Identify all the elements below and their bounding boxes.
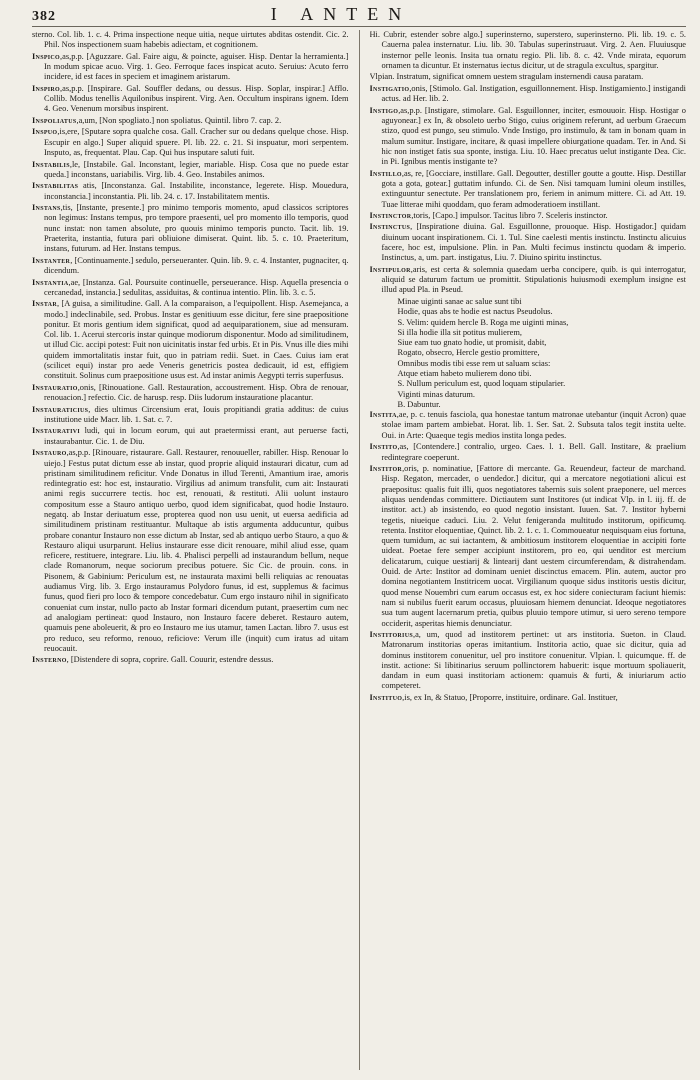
entry-headword: Instans (32, 203, 61, 213)
entry-headword: Instigo (369, 105, 399, 115)
entry-text: ,le, [Instabile. Gal. Inconstant, legier, mariable. Hisp. Cosa que no puede estar queda.] inconstans, uariabilis. Virg. lib. 4. Geo. Instabiles animos. (44, 159, 349, 179)
entry-text: S. Nullum periculum est, quod loquam stipularier. (397, 379, 566, 389)
dictionary-entry (370, 464, 687, 629)
entry-headword: Instito (369, 442, 398, 452)
entry-text: , dies ultimus Circensium erat, Iouis propitiandi gratia additus: de cuius institutione uide Macr. lib. 1. Sat. c. 7. (44, 404, 349, 424)
dictionary-entry (32, 52, 349, 83)
verse-line (370, 338, 687, 348)
entry-headword: Instipulor (369, 264, 411, 274)
entry-text: Hi. Cubrir, estender sobre algo.] superinsterno, superstero, superinsterno. Pli. lib. 19. c. 5. Cauerna palea insternatur. Liu. lib. 30. Tabulas superinstruaut. Virg. 2. Aen. Fluuiusque insternor pelle leonis. Insita tua ornatu regio. Pli. lib. 8. c. 42. Vnde mirata, equorum ornamen ta dicuntur. Et insternatus iectus dicitur, ut de stragula excultus, spargitur. (369, 30, 686, 70)
verse-line (370, 307, 687, 317)
dictionary-entry (32, 383, 349, 404)
entry-headword: Instauratio (32, 382, 78, 392)
entry-text: ,as, re, [Gocciare, instillare. Gall. Degoutter, destiller goutte a goutte. Hisp. Destillar gota a gota, gotear.] guttatim infundo. Ci. de Sen. Nisi tamquam lumini oleum instilles, extinguuntur senectute. Per translationem pro, feriem in animum mittere. Ci. ad Att. 19. Tuae litterae mihi quoddam, quo feram admoderatioem instillant. (381, 168, 686, 209)
column-bottom-fade (32, 1060, 349, 1070)
entry-headword: Instantia (32, 277, 69, 287)
entry-headword: Insterno (32, 655, 67, 665)
dictionary-entry (370, 630, 687, 692)
running-header (32, 4, 686, 27)
verse-line (370, 359, 687, 369)
left-column (32, 30, 349, 1070)
column-divider (359, 30, 360, 1070)
entry-headword: Instillo (369, 168, 402, 178)
dictionary-entry (32, 448, 349, 654)
entry-text: Si illa hodie illa sit potitus mulierem, (397, 327, 522, 337)
entry-text: ,ae, p. c. tenuis fasciola, qua honestae tantum matronae utebantur (inquit Acron) quae stolae imam partem ambiebat. Horat. lib. 1. Ser. Sat. 2. Subsuta talos tegit instita uelte. Oui. in Arte: Quaeque tegis medios instita longa pedes. (381, 410, 686, 440)
entry-text: atis, [Inconstanza. Gal. Instabilite, inconstance, legerete. Hisp. Mouedura, inconstancia.] inconstantia. Pli. lib. 24. c. 17. Instabilitatem mentis. (44, 181, 349, 201)
dictionary-entry (32, 84, 349, 115)
dictionary-entry (32, 30, 349, 51)
entry-headword: Instigatio (369, 83, 410, 93)
entry-text: S. Velim: quidem hercle B. Roga me uiginti minas, (397, 317, 569, 327)
entry-headword: Institorius (369, 629, 413, 639)
entry-text: , [A guisa, a similitudine. Gall. A la comparaison, a l'equipollent. Hisp. Asemejanca, a modo.] indeclinabile, sed. Probus. Instar es genitiuum esse dicitur, fere sine praepositione ponitur. Et moris gentium idem significat, quod ad aequiparationem, siue ad mensuram. Col. lib. 1. Acerui stercoris instar quinque modiorum disponentur. Modo ad similitudinem, ut illud Cic. accipi potest: Fuit non uicinitatis instar fed urbis. Et in Pis. Vnus ille dies mihi quidem immortalitatis instar fuit, quo in patriam redii. Suet. in Caes. Cuius iam erat (scilicet equi) instar pro aede Veneris genetricis postea dedicauit, id est, effigiem constituit. Solinus cum praepositione usus est. Ad instar animis Aegypti terris superfusus. (44, 299, 349, 381)
verse-line (370, 400, 687, 410)
dictionary-entry (32, 203, 349, 254)
entry-text: sterno. Col. lib. 1. c. 4. Prima inspectione neque uitia, neque uirtutes abditas ostendit. Cic. 2. Phil. Nos inspectionem suam habebis adiectam, et cognitionem. (32, 30, 349, 50)
entry-headword: Instituo (369, 692, 403, 702)
entry-text: ,toris, [Capo.] impulsor. Tacitus libro 7. Sceleris instinctor. (411, 210, 608, 220)
entry-text: Siue eam tuo gnato hodie, ut promisit, dabit, (397, 338, 547, 348)
dictionary-entry (370, 693, 687, 703)
entry-text: ,tis, [Instante, presente.] pro minimo temporis momento, apud classicos scriptores non legimus: Instans tempus, pro tempore praesenti, uel pro momento illo temporis, quod nunc instat: non tamen absolute, pro quouis minimo temporis puncto. Tacit. lib. 19. Praeterita, instantia, futura pari obliuione dimiserat. Quint. lib. 5. c. 10. Praeteritum, instans, futurum. ad Her. Instans tempus. (44, 203, 349, 254)
entry-headword: Instauro (32, 448, 67, 458)
dictionary-entry (32, 299, 349, 381)
dictionary-entry (370, 84, 687, 105)
entry-text: Viginti minas daturum. (397, 389, 475, 399)
entry-text: ,aris, est certa & solemnia quaedam uerba concipere, quib. is qui interrogatur, aliquid se daturum factum ue promittit. Stipulationis huiusmodi exemplum insigne est illud apud Pla. in Pseud. (381, 264, 686, 295)
entry-headword: Instita (369, 410, 397, 420)
entry-text: ,is,ere, [Sputare sopra qualche cosa. Gall. Cracher sur ou dedans quelque chose. Hisp. Escupir en algo.] Super aliquid spuere. Pl. lib. 22. c. 21. Si inspuatur, mori serpentem. Insputo, as, frequentat. Plau. Cap. Qui hus insputare saluti fuit. (44, 127, 349, 158)
dictionary-entry (32, 127, 349, 158)
entry-text: Atque etiam habeto mulierem dono tibi. (397, 369, 532, 378)
dictionary-entry (370, 211, 687, 221)
dictionary-entry (370, 410, 687, 441)
entry-headword: Institor (369, 464, 403, 474)
entry-text: , [Distendere di sopra, coprire. Gall. Couurir, estendre dessus. (66, 655, 274, 665)
dictionary-entry (370, 30, 687, 71)
entry-text: Vlpian. Instratum, significat omnem uestem stragulam insternendi causa paratam. (369, 72, 644, 82)
entry-text: B. Dabuntur. (397, 399, 441, 409)
entry-text: ludi, qui in locum eorum, qui aut praetermissi erant, aut peruerse facti, instaurabantur. Cic. 1. de Diu. (44, 426, 349, 446)
entry-text: Hodie, quas abs te hodie est nactus Pseudolus. (397, 307, 553, 317)
dictionary-entry (32, 116, 349, 126)
two-column-body (32, 30, 686, 1070)
entry-headword: Inspico (32, 51, 61, 61)
dictionary-entry (370, 72, 687, 82)
entry-text: ,onis, [Rinouatione. Gall. Restauration, accoustrement. Hisp. Obra de renouar, renouacion.] refectio. Cic. de harusp. resp. Diis ludorum instauratione placantur. (44, 382, 349, 403)
entry-text: ,as,p.p. [Aguzzare. Gal. Faire aigu, & poincte, aguiser. Hisp. Dentar la herramienta.] In modum spicae acuo. Virg. 1. Geo. Ferroque faces inspicat acuto. Seruius: Acuto ferro incidere, id est faces in speciem et imaginem aristarum. (44, 51, 349, 82)
dictionary-entry (32, 256, 349, 277)
dictionary-entry (32, 160, 349, 181)
column-bottom-fade (370, 1060, 687, 1070)
dictionary-entry (370, 222, 687, 263)
verse-line (370, 318, 687, 328)
entry-text: ,a, um, quod ad institorem pertinet: ut ars institoria. Sueton. in Claud. Matronarum institorias operas imitantium. Institoria actio, quae sic dicitur, quia ad dominus institorem conuenitur, uel pro institore conuenitur. Vlpian. l. quicumque. ff. de instit. actione: Si libitinarius seruum pollinctorem habuerit: isque mortuum spoliauerit, dandam in eum quasi institoriam actionem: quamuis & furti, & iniuriarum actio competeret. (381, 629, 686, 691)
entry-text: ,a,um, [Non spogliato.] non spoliatus. Quintil. libro 7. cap. 2. (76, 115, 282, 125)
entry-headword: Inspoliatus (32, 115, 77, 125)
entry-text: Minae uiginti sanae ac salue sunt tibi (397, 296, 522, 306)
entry-headword: Instauraticius (32, 404, 89, 414)
dictionary-entry (370, 106, 687, 168)
dictionary-entry (32, 278, 349, 299)
entry-text: ,as, [Contendere.] contralio, urgeo. Caes. l. 1. Bell. Gall. Institare, & praelium redintegrare coeperunt. (381, 442, 686, 462)
entry-text: ,ae, [Instanza. Gal. Poursuite continuelle, perseuerance. Hisp. Aquella presencia o cercanedad, instancia.] sedulitas, assiduitas, & continua intentio. Plin. lib. 3. c. 5. (44, 277, 349, 297)
verse-line (370, 379, 687, 389)
entry-text: ,onis, [Stimolo. Gal. Instigation, esguillonnement. Hisp. Instigamiento.] instigandi actus. ad Her. lib. 2. (381, 83, 686, 104)
dictionary-entry (370, 442, 687, 463)
verse-line (370, 297, 687, 307)
entry-headword: Instinctus (369, 222, 411, 232)
entry-headword: Instaurativi (32, 426, 80, 436)
entry-headword: Instinctor (369, 210, 412, 220)
entry-text: , [Continuamente.] sedulo, perseueranter. Quin. lib. 9. c. 4. Instanter, pugnaciter, q. dicendum. (44, 255, 349, 276)
verse-line (370, 390, 687, 400)
right-column (370, 30, 687, 1070)
entry-headword: Instabilis (32, 159, 70, 169)
dictionary-entry (32, 405, 349, 426)
entry-headword: Instabilitas (32, 181, 79, 191)
entry-text: ,as,p.p. [Instigare, stimolare. Gal. Esguillonner, inciter, esmouuoir. Hisp. Hostigar o aguyonear.] ex In, & obsoleto uerbo Stigo, cuius originem referunt, ad uerbum Graecum stizo, quod est pungo, seu stimulo. Vnde Instigo, pro instimulo, & tam in bonam quam in malum sumitur. Instigare, incitare, & quasi impellere obiurgatione quadam. Ter. in And. Si hic non instiget fatis sua sponte, instiga. Liu. 10. Haec precatus uelut instigante Dea. Cic. in Pi. Ignibus mentis instigante te? (381, 105, 686, 167)
entry-text: Rogato, obsecro, Hercle gestio promittere, (397, 348, 540, 358)
dictionary-entry (370, 169, 687, 210)
entry-text: Omnibus modis tibi esse rem ut saluam scias: (397, 358, 551, 368)
dictionary-entry (32, 655, 349, 665)
verse-line (370, 348, 687, 358)
entry-text: ,as,p.p. [Inspirare. Gal. Souffler dedans, ou dessus. Hisp. Soplar, inspirar.] Afflo. Collib. Modus tenellis Aquilonibus inspirent. Virg. Aen. Occultum inspirans ignem. Idem 4. Geo. Venenum morsibus inspirent. (44, 83, 349, 114)
page-number: 382 (32, 9, 56, 24)
entry-headword: Inspiro (32, 83, 61, 93)
entry-headword: Instanter (32, 255, 71, 265)
dictionary-entry (32, 426, 349, 447)
entry-text: ,is, ex In, & Statuo, [Proporre, instituire, ordinare. Gal. Instituer, (402, 692, 618, 702)
entry-text: ,oris, p. nominatiue, [Fattore di mercante. Ga. Reuendeur, facteur de marchand. Hisp. Regaton, mercader, o uendedor.] dicitur, qui a mercatore negotiationi alicui est praepositus: qualis fuit illi, quos negotiatores tabernis suis solent praeponere, uel merces aliquas uendendas committere. Dictiautem sunt Institores (ut indicat Vlp. in l. iij. ff. de institor. act.) ab insistendo, eo quod negotio insistant. Iuuen. Sat. 7. Institor hyberni tegetis, niueique caduci. Liu. 2. Velut fenigeranda multitudo institorum, opificumq. retenta. Institor eloquentiae, Quinct. lib. 2. 1. c. 1. Commoueatur nequisquam eius fortuna, quem tumidum, ac sui iactantem, & ambitiosum institorem eloquentiae in accipiti forte uideat. Poetae fere semper accipiunt institorem, pro eo, qui uenditor est mercium delicatarum, cuique uestiarij & lintearij dant uestem circumferendam, & distrahendam. Ouid. de Arte: Institor ad dominam ueniet discinctus emacem. Plin. autem, auctor pro domina negotiantem Institricem uocat. Virgilianum quoque sidus institoris uestis dicitur, quod mense Nouembri cum earum occasus est, ex hoc sidere coniecturam faciunt hiemis: nam si nubilus fuerit earum occasus, pluuiosam hiemem denunciat. Ideoque negotiatores sua tum augent lacernarum pretia, quibus pluuio tempore utimur, si uero sereno tempore occiderit, asperitas hiemis denunciatur. (381, 464, 686, 628)
dictionary-entry (32, 181, 349, 202)
entry-headword: Instar (32, 299, 57, 309)
running-title: I ANTEN (270, 4, 412, 24)
entry-text: , [Inspiratione diuina. Gal. Esguillonne, prouoque. Hisp. Hostigador.] quidam diuinum uocant inspirationem. Ci. 1. Tul. Sine caelesti mentis instinctu. Instinctu alicuius facere, hoc est, impulsione. Plin. in Pan. Multi fecimus instinctu quodam & imperio. Instinctus, a, um. part. instigatus, Liu. 7. Diuino spiritu instinctus. (381, 222, 686, 263)
dictionary-entry (370, 265, 687, 296)
verse-line (370, 328, 687, 338)
entry-headword: Inspuo (32, 127, 58, 137)
verse-line (370, 369, 687, 379)
entry-text: ,as,p.p. [Rinouare, ristaurare. Gall. Restaurer, renouueller, rabiller. Hisp. Renouar lo uiejo.] Festus putat dictum esse ab instar, quod proprie aliquid instaurari dicatur, cum ad pristinam similitudinem reficitur. Vnde Donatus in illud Terenti, Amantium irae, amoris redintegratio est: hoc est, instauratio. Virgilius ad animum transfulit, cum ait: Instaurati animi regis succurrere tectis. hoc est, renouati, & restituti. Alii uolunt instauro compositum esse a Stauro antiquo uerbo, quod idem significabat, quod hodie Instauro. negatq. ab Instar deriuatum esse, propterea quod non usu uenit, ut euersa aedificia ad similitudinem pristinam restituantur. Multaque ab istis argumenta adducuntur, quibus probare conantur Instauro non esse dictum ab Instar, sed ab antiquo uerbo Stauro, a quo & Restauro aliqui usurparunt. Helius instaurare esse dicit renouare, mihil aliud esse, quam reficere, restituere, integrare. Liu. lib. 4. Phalisci perpelli ad instaurandum bellum, neque clade Romanorum, neque sociorum precibus potuere. Sic Cic. de prouin. cons. in Pisonem, & Gabinium: Periculum est, ne instaurata maximi belli reliquias ac renouatas audiamus Virg. lib. 3. Ergo instauramus Polydoro funus, id est, supplemus & facimus funus, quod fieri pro loco & tempore concedebatur. Cum ergo instauro nihil in significato conueniat cum instar, nullo pacto ab Instar formari dicendum putant, praesertim cum nec ad analogiam pertineat: quod Instauro, non Instauro facere deberet. Restauro autem, quamuis pene aboleuerit, & pro eo Instauro me ius utamur, tamen Lactan. libro 7. usus est pro reduco, seu reformo, renouo, reficiove: Verum ille (inquit) cum iratus ad uitam reuocauit. (44, 448, 349, 653)
